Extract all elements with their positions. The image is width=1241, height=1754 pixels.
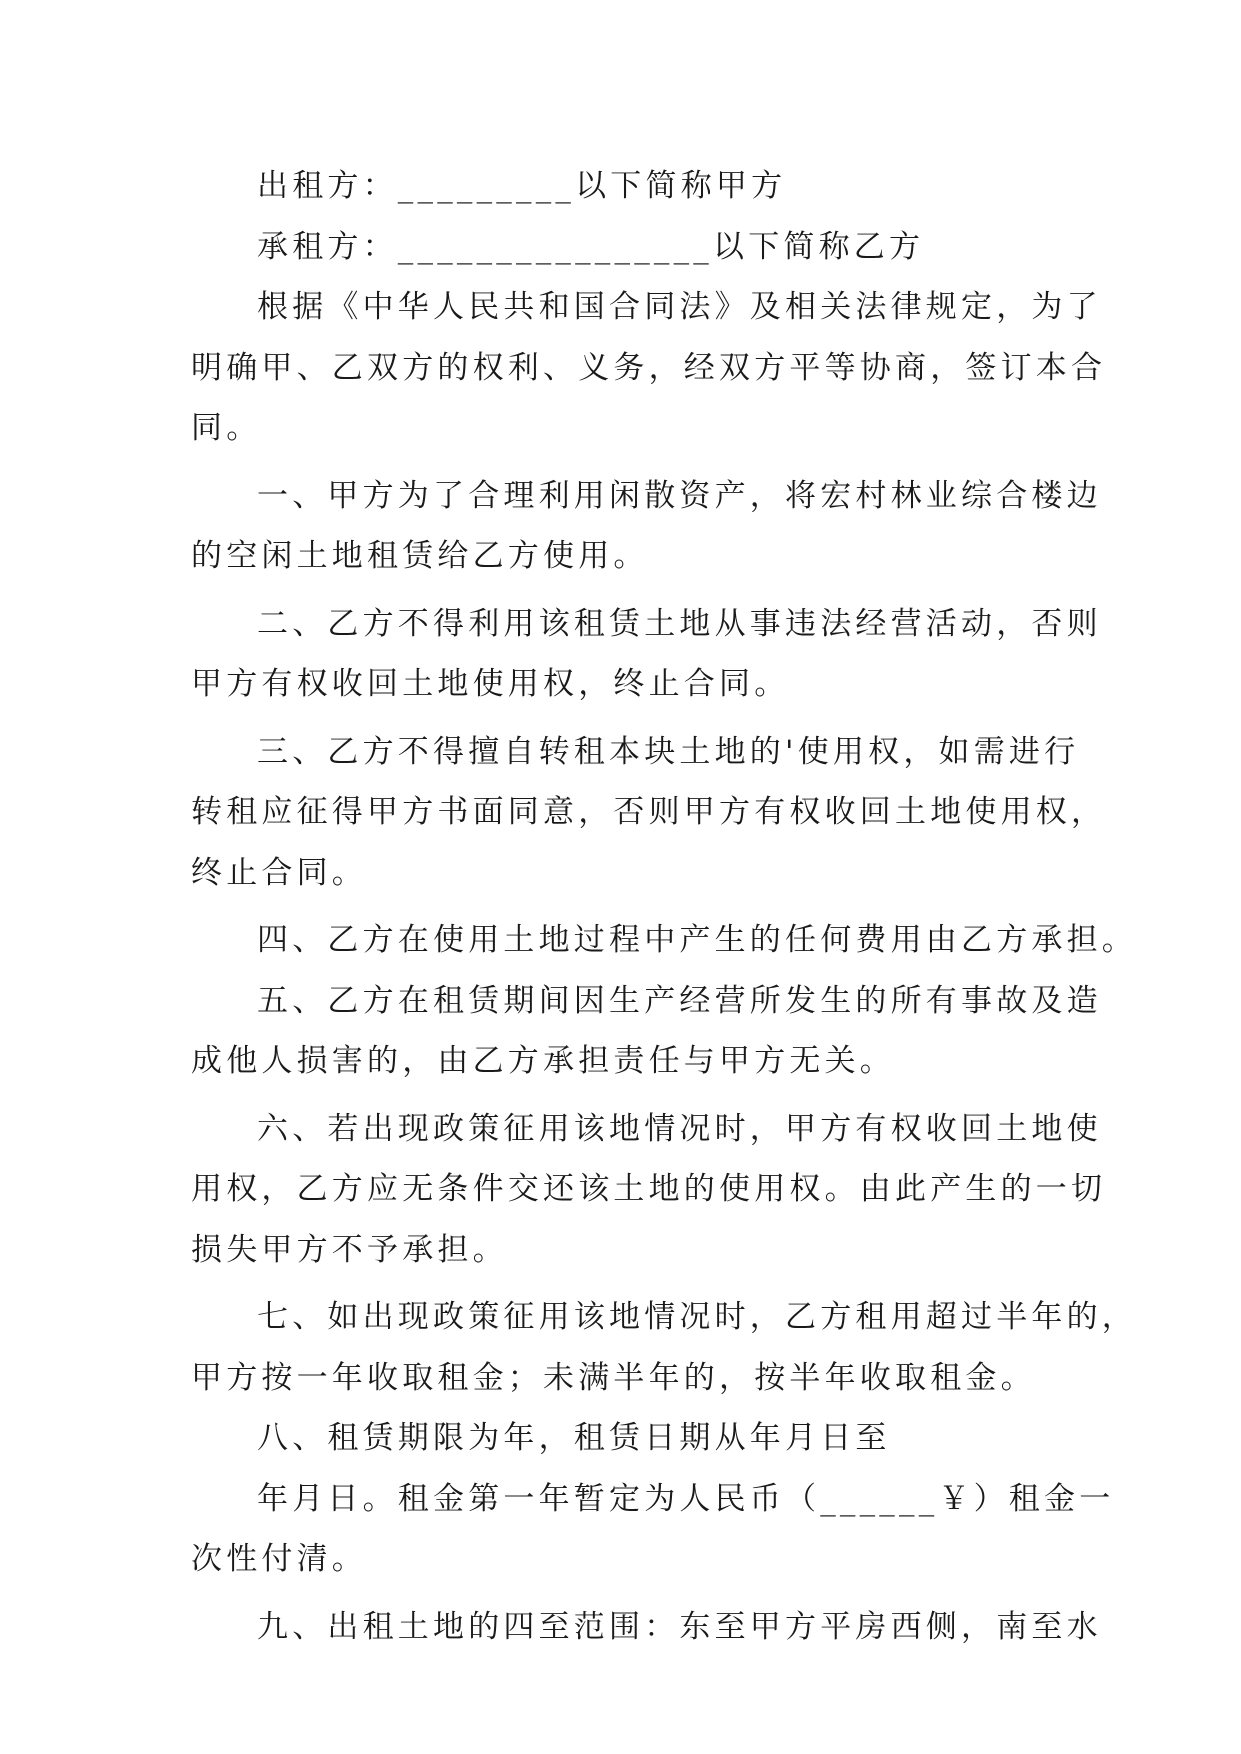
preamble-line-3: 同。: [191, 410, 262, 446]
preamble-line-1: 根据《中华人民共和国合同法》及相关法律规定，为了: [257, 289, 1102, 325]
contract-document: [191, 156, 1137, 1657]
lessee-line: 承租方：________________以下简称乙方: [257, 228, 925, 265]
preamble-line-2: 明确甲、乙双方的权利、义务，经双方平等协商，签订本合: [191, 349, 1107, 386]
clause-8-line-3: 次性付清。: [191, 1541, 367, 1577]
clause-4-line-1: 四、乙方在使用土地过程中产生的任何费用由乙方承担。: [257, 922, 1137, 958]
clause-5-line-2: 成他人损害的，由乙方承担责任与甲方无关。: [191, 1043, 895, 1079]
clause-1-line-1: 一、甲方为了合理利用闲散资产，将宏村林业综合楼边: [257, 477, 1102, 514]
clause-6-line-3: 损失甲方不予承担。: [191, 1231, 508, 1268]
clause-2-line-1: 二、乙方不得利用该租赁土地从事违法经营活动，否则: [257, 605, 1102, 642]
clause-6-line-1: 六、若出现政策征用该地情况时，甲方有权收回土地使: [257, 1110, 1102, 1147]
clause-3-line-2: 转租应征得甲方书面同意，否则甲方有权收回土地使用权，: [191, 794, 1107, 830]
clause-7-line-2: 甲方按一年收取租金；未满半年的，按半年收取租金。: [191, 1359, 1036, 1396]
clause-8-line-1: 八、租赁期限为年，租赁日期从年月日至: [257, 1420, 891, 1456]
clause-9-line-1: 九、出租土地的四至范围：东至甲方平房西侧，南至水: [257, 1608, 1102, 1645]
clause-6-line-2: 用权，乙方应无条件交还该土地的使用权。由此产生的一切: [191, 1171, 1107, 1207]
lessor-line: 出租方：_________以下简称甲方: [257, 168, 787, 204]
clause-7-line-1: 七、如出现政策征用该地情况时，乙方租用超过半年的，: [257, 1299, 1137, 1335]
clause-1-line-2: 的空闲土地租赁给乙方使用。: [191, 538, 649, 574]
clause-8-line-2: 年月日。租金第一年暂定为人民币（______￥）租金一: [257, 1480, 1115, 1517]
clause-3-line-1: 三、乙方不得擅自转租本块土地的'使用权，如需进行: [257, 733, 1080, 770]
clause-3-line-3: 终止合同。: [191, 854, 367, 891]
clause-2-line-2: 甲方有权收回土地使用权，终止合同。: [191, 666, 790, 702]
clause-5-line-1: 五、乙方在租赁期间因生产经营所发生的所有事故及造: [257, 982, 1102, 1019]
